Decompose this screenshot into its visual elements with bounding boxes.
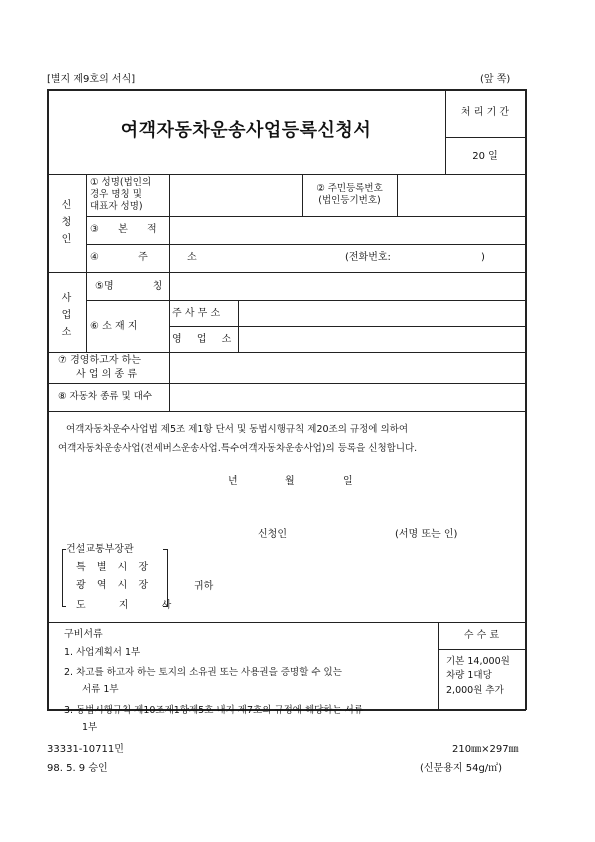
declaration-line2: 여객자동차운송사업(전세버스운송사업․특수여객자동차운송사업)의 등록을 신청합니다. — [58, 443, 418, 454]
form-number: [별지 제9호의 서식] — [47, 74, 136, 85]
branch-label: 영 업 소 — [172, 334, 232, 345]
document-item-1: 1. 사업계획서 1부 — [64, 647, 141, 658]
fee-additional: 2,000원 추가 — [446, 685, 504, 696]
processing-period: 20 일 — [472, 151, 498, 162]
phone-close: ) — [481, 252, 485, 263]
phone-label: (전화번호: — [345, 252, 391, 263]
footer-paper: (신문용지 54g/㎡) — [420, 763, 503, 774]
fee-basic: 기본 14,000원 — [446, 656, 510, 667]
declaration-line1: 여객자동차운수사업법 제5조 제1항 단서 및 동법시행규칙 제20조의 규정에 의하여 — [66, 424, 408, 435]
addressee-governor: 도 지 사 — [76, 600, 172, 611]
signature-note: (서명 또는 인) — [395, 529, 458, 540]
document-item-2-cont: 서류 1부 — [82, 684, 119, 695]
address-label: ④ 주 소 — [90, 252, 197, 263]
page-side: (앞 쪽) — [480, 74, 511, 85]
form-title: 여객자동차운송사업등록신청서 — [120, 120, 372, 141]
business-type-label: ⑦ 경영하고자 하는 사 업 의 종 류 — [58, 355, 141, 380]
addressee-city-mayor: 광 역 시 장 — [76, 580, 149, 591]
document-item-2: 2. 차고를 하고자 하는 토지의 소유권 또는 사용권을 증명할 수 있는 — [64, 667, 342, 678]
addressee-honorific: 귀하 — [194, 581, 214, 592]
rrn-label: ② 주민등록번호 (법인등기번호) — [316, 183, 383, 206]
addressee-minister: 건설교통부장관 — [66, 544, 134, 555]
applicant-sign-label: 신청인 — [258, 529, 287, 540]
date-day: 일 — [343, 476, 353, 487]
vehicles-label: ⑧ 자동차 종류 및 대수 — [58, 391, 153, 402]
date-year: 년 — [228, 476, 238, 487]
name-label: ① 성명(법인의 경우 명칭 및 대표자 성명) — [90, 177, 152, 212]
addressee-metro-mayor: 특 별 시 장 — [76, 562, 149, 573]
processing-label: 처 리 기 간 — [460, 107, 510, 118]
office-label: 주 사 무 소 — [172, 308, 221, 319]
domicile-label: ③ 본 적 — [90, 224, 157, 235]
document-item-3: 3. 동법시행규칙 제10조제1항제5호 내지 제7호의 규정에 해당하는 서류 — [64, 705, 364, 716]
applicant-group-label: 신 청 인 — [61, 200, 72, 245]
document-item-3-cont: 1부 — [82, 722, 98, 733]
footer-approval: 98. 5. 9 승인 — [47, 763, 108, 774]
fee-heading: 수 수 료 — [463, 630, 500, 641]
footer-code: 33331-10711민 — [47, 744, 124, 755]
business-name-label: ⑤명 칭 — [95, 281, 163, 292]
business-location-label: ⑥ 소 재 지 — [90, 321, 138, 332]
business-group-label: 사 업 소 — [61, 293, 72, 338]
documents-heading: 구비서류 — [64, 629, 103, 640]
date-month: 월 — [285, 476, 295, 487]
footer-size: 210㎜×297㎜ — [452, 744, 519, 755]
fee-per-vehicle: 차량 1대당 — [446, 670, 492, 681]
